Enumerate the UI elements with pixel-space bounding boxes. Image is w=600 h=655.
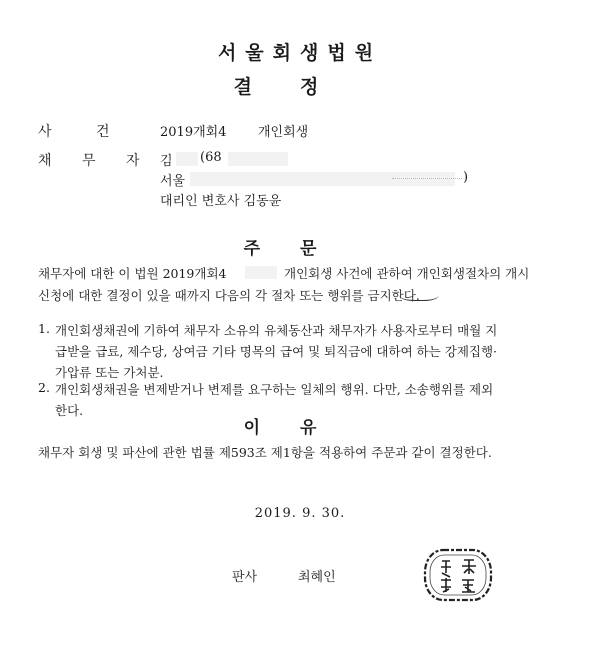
court-name: 서울회생법원 bbox=[217, 42, 383, 64]
document-title: 결정 bbox=[233, 76, 367, 98]
case-type: 개인회생 bbox=[258, 125, 309, 140]
item-2-number: 2. bbox=[38, 380, 50, 395]
item-1-line1: 개인회생채권에 기하여 채무자 소유의 유체동산과 채무자가 사용자로부터 매월 지 bbox=[55, 323, 498, 338]
item-1-line3: 가압류 또는 가처분. bbox=[55, 365, 164, 380]
debtor-agent: 대리인 변호사 김동윤 bbox=[160, 194, 282, 209]
case-label: 사 건 bbox=[38, 124, 130, 140]
reason-text: 채무자 회생 및 파산에 관한 법률 제593조 제1항을 적용하여 주문과 같이 결정한다. bbox=[38, 445, 492, 460]
debtor-name: 김 bbox=[160, 154, 173, 169]
judge-title: 판사 bbox=[232, 570, 258, 585]
decision-date: 2019. 9. 30. bbox=[254, 506, 346, 521]
judge-name: 최혜인 bbox=[298, 570, 336, 585]
item-2-line1: 개인회생채권을 변제받거나 변제를 요구하는 일체의 행위. 다만, 소송행위를 제외 bbox=[55, 382, 494, 397]
redaction-box bbox=[176, 152, 198, 166]
pen-underline-mark bbox=[399, 287, 439, 301]
debtor-address: 서울 bbox=[160, 174, 186, 189]
redaction-box bbox=[228, 152, 288, 166]
redaction-box bbox=[190, 172, 455, 186]
order-intro-a: 채무자에 대한 이 법원 2019개회4 bbox=[38, 266, 227, 281]
judge-seal-icon bbox=[422, 547, 494, 603]
redaction-mark bbox=[392, 178, 462, 179]
item-1-line2: 급받을 급료, 제수당, 상여금 기타 명목의 급여 및 퇴직금에 대하여 하는 강제집행· bbox=[55, 344, 498, 359]
reason-heading: 이유 bbox=[243, 418, 357, 438]
redaction-box bbox=[245, 266, 277, 279]
item-1-number: 1. bbox=[38, 321, 50, 336]
order-intro-b: 개인회생 사건에 관하여 개인회생절차의 개시 bbox=[284, 266, 530, 281]
debtor-id-prefix: (68 bbox=[200, 150, 222, 165]
debtor-address-close: ) bbox=[463, 170, 469, 185]
item-2-line2: 한다. bbox=[55, 403, 84, 418]
order-heading: 주문 bbox=[243, 239, 357, 259]
debtor-label: 채 무 자 bbox=[38, 153, 153, 169]
case-number: 2019개회4 bbox=[160, 125, 227, 140]
order-intro-line2: 신청에 대한 결정이 있을 때까지 다음의 각 절차 또는 행위를 금지한다. bbox=[38, 288, 420, 303]
